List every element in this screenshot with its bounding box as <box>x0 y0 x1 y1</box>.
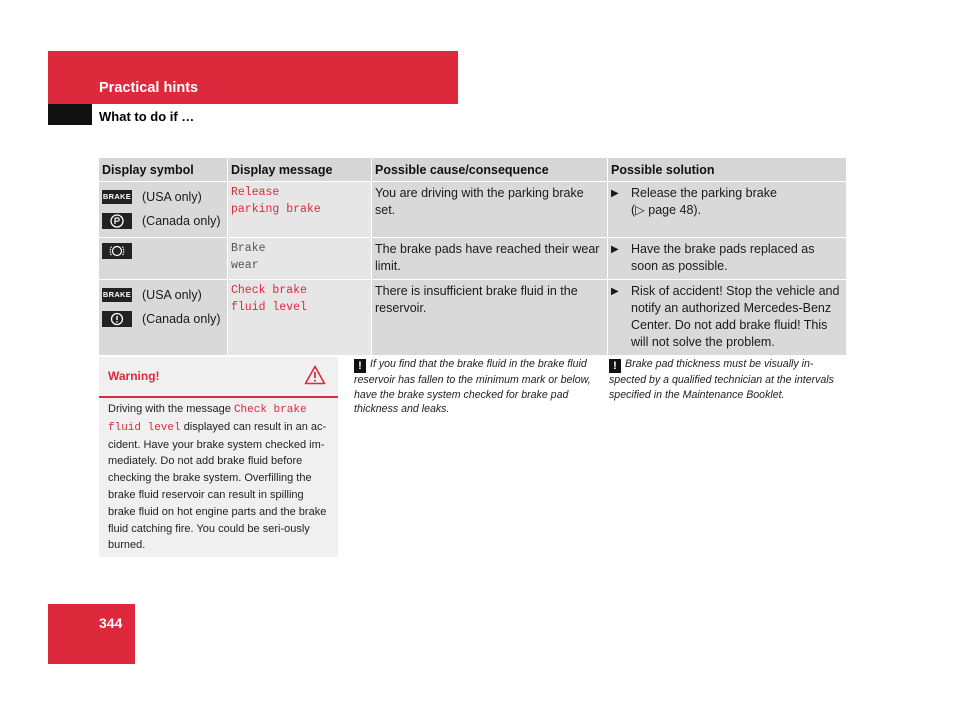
cause-cell: You are driving with the parking brake set. <box>372 182 608 238</box>
warning-display-message: Check brake fluid level <box>108 404 307 434</box>
note-text: If you find that the brake fluid in the brake fluid reservoir has fallen to the minimum mark or below, have the brake system checked for brake pad thickness and leaks. <box>354 358 591 415</box>
note <box>609 357 849 402</box>
column-header: Possible solution <box>608 158 847 182</box>
display-symbol-cell <box>99 280 228 356</box>
page-number-band <box>48 604 135 664</box>
table-header-row <box>99 158 847 182</box>
warning-title: Warning! <box>108 369 160 383</box>
bullet-arrow-icon: ▶ <box>611 244 619 255</box>
brake-badge-icon: BRAKE <box>102 288 132 302</box>
symbol-entry <box>102 241 224 261</box>
symbol-label: (USA only) <box>142 287 202 302</box>
warning-text-intro: Driving with the message <box>108 403 231 415</box>
warning-triangle-icon <box>304 365 326 390</box>
symbol-entry <box>102 209 224 233</box>
solution-cell <box>608 280 847 356</box>
column-header: Display message <box>228 158 372 182</box>
column-header: Possible cause/consequence <box>372 158 608 182</box>
solution-cell <box>608 182 847 238</box>
page-number: 344 <box>99 615 123 631</box>
header-band <box>48 51 458 104</box>
display-message-line: fluid level <box>231 300 307 314</box>
symbol-entry <box>102 283 224 307</box>
table-row <box>99 280 847 356</box>
display-message-line: Check brake <box>231 284 307 297</box>
display-symbol-cell <box>99 182 228 238</box>
symbol-entry <box>102 185 224 209</box>
column-header: Display symbol <box>99 158 228 182</box>
display-message-line: parking brake <box>231 202 321 216</box>
solution-text: Release the parking brake <box>631 186 777 200</box>
display-message-cell <box>228 280 372 356</box>
subsection-title: What to do if … <box>99 109 195 124</box>
page-reference: (▷ page 48). <box>631 203 702 217</box>
warning-box <box>99 357 338 557</box>
display-symbol-cell <box>99 238 228 280</box>
symbol-label: (USA only) <box>142 189 202 204</box>
brake-pad-wear-icon <box>102 243 132 259</box>
exclamation-icon: ! <box>609 359 621 373</box>
exclamation-icon: ! <box>354 359 366 373</box>
bullet-arrow-icon: ▶ <box>611 188 619 199</box>
solution-text: Risk of accident! Stop the vehicle and notify an authorized Mercedes-Benz Center. Do not add brake fluid! This will not solve the problem. <box>631 284 840 349</box>
display-message-line: wear <box>231 258 259 272</box>
brake-warning-icon <box>102 311 132 327</box>
section-title: Practical hints <box>99 80 199 96</box>
table-row <box>99 182 847 238</box>
symbol-label: (Canada only) <box>142 213 221 228</box>
symbol-entry <box>102 307 224 331</box>
solution-cell <box>608 238 847 280</box>
note-text: Brake pad thickness must be visually in-spected by a qualified technician at the intervals specified in the Maintenance Booklet. <box>609 358 834 401</box>
warning-text <box>99 400 338 554</box>
brake-badge-icon: BRAKE <box>102 190 132 204</box>
symbol-label: (Canada only) <box>142 311 221 326</box>
bullet-arrow-icon: ▶ <box>611 286 619 297</box>
warning-header <box>99 357 338 398</box>
table-row <box>99 238 847 280</box>
cause-cell: There is insufficient brake fluid in the reservoir. <box>372 280 608 356</box>
note <box>354 357 594 417</box>
display-message-line: Release <box>231 186 280 199</box>
display-message-cell <box>228 238 372 280</box>
display-messages-table <box>99 158 847 356</box>
display-message-line: Brake <box>231 242 266 255</box>
subsection-marker <box>48 104 92 125</box>
display-message-cell <box>228 182 372 238</box>
warning-text-body: displayed can result in an ac-cident. Have your brake system checked im-mediately. Do not add brake fluid before checking the brake system. Overfilling the brake fluid reservoir can result in spilling brake fluid on hot engine parts and the brake fluid catching fire. You could be seri-ously burned. <box>108 420 327 552</box>
solution-text: Have the brake pads replaced as soon as possible. <box>631 242 815 273</box>
cause-cell: The brake pads have reached their wear limit. <box>372 238 608 280</box>
parking-brake-icon <box>102 213 132 229</box>
